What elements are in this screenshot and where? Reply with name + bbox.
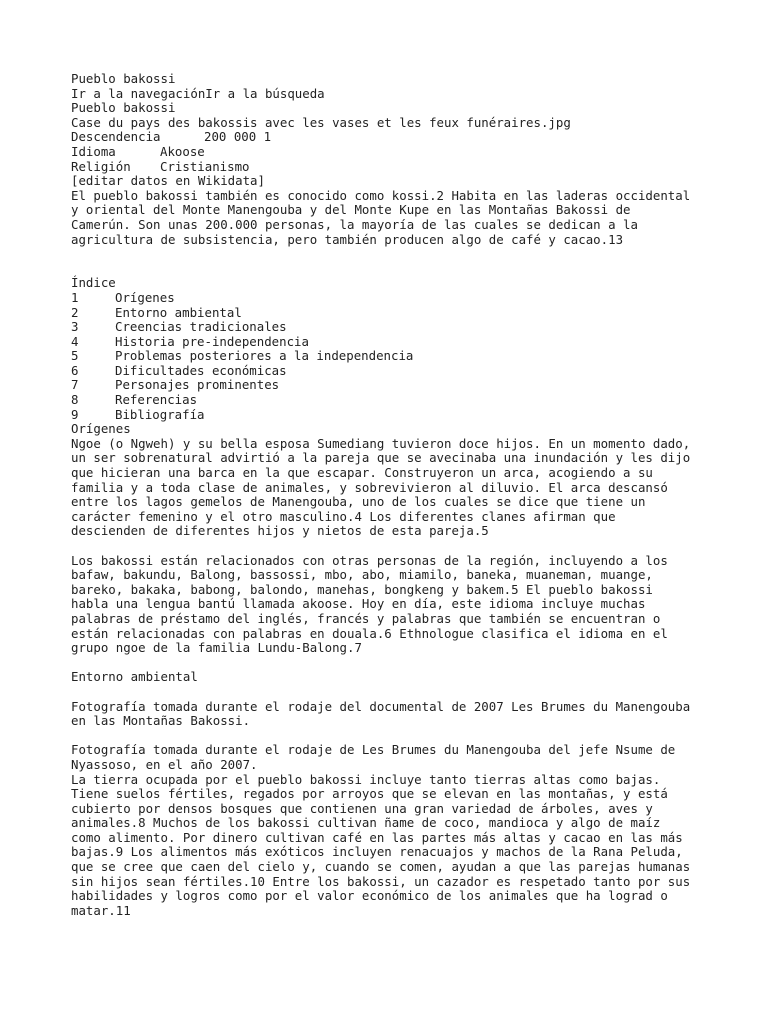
toc-item[interactable] [71,349,711,364]
text-line: un ser sobrenatural advirtió a la pareja que se avecinaba una inundación y les dijo [71,450,691,466]
environment-paragraph [71,773,711,919]
text-line: Los bakossi están relacionados con otras personas de la región, incluyendo a los [71,552,668,568]
text-line: Fotografía tomada durante el rodaje de Les Brumes du Manengouba del jefe Nsume de [71,742,676,758]
toc-link[interactable]: Entorno ambiental [115,304,242,320]
toc-link[interactable]: Historia pre-independencia [115,333,309,349]
photo-caption-1 [71,700,711,729]
text-line: familia y a toda clase de animales, y sobrevivieron al diluvio. El arca descansó [71,479,668,495]
text-line: La tierra ocupada por el pueblo bakossi incluye tanto tierras altas como bajas. [71,771,661,787]
toc-link[interactable]: Creencias tradicionales [115,319,287,335]
text-line: grupo ngoe de la familia Lundu-Balong.7 [71,640,362,656]
infobox-row-idioma [71,145,711,160]
infobox-row-religion [71,160,711,175]
toc-number: 3 [71,319,79,335]
text-line: y oriental del Monte Manengouba y del Monte Kupe en las Montañas Bakossi de [71,202,631,218]
table-of-contents [71,276,711,422]
toc-heading: Índice [71,275,116,291]
text-line: Nyassoso, en el año 2007. [71,756,258,772]
toc-number: 9 [71,406,79,422]
section-heading-origenes: Orígenes [71,421,131,437]
text-line: palabras de préstamo del inglés, francés y palabras que también se encuentran o [71,610,661,626]
text-line: que hicieran una barca en la que escapar. Construyeron un arca, acogiendo a su [71,465,653,481]
image-caption[interactable]: Case du pays des bakossis avec les vases et les feux funéraires.jpg [71,114,571,130]
text-line: Ngoe (o Ngweh) y su bella esposa Sumediang tuvieron doce hijos. En un momento dado, [71,435,691,451]
text-line: habilidades y logros como por el valor económico de los animales que ha lograd o [71,888,668,904]
text-line: carácter femenino y el otro masculino.4 Los diferentes clanes afirman que [71,508,616,524]
toc-number: 6 [71,362,79,378]
toc-number: 1 [71,289,79,305]
origins-paragraph-2 [71,554,711,656]
text-line: cubierto por densos bosques que contienen una gran variedad de árboles, aves y [71,800,653,816]
text-line: como alimento. Por dinero cultivan café en las partes más altas y cacao en las más [71,829,683,845]
intro-paragraph [71,189,711,247]
infobox-label: Descendencia [71,129,161,145]
infobox-label: Religión [71,158,131,174]
toc-number: 4 [71,333,79,349]
text-line: habla una lengua bantú llamada akoose. Hoy en día, este idioma incluye muchas [71,596,646,612]
toc-number: 5 [71,348,79,364]
text-line: que se cree que caen del cielo y, cuando se comen, ayudan a que las parejas humanas [71,859,691,875]
article-body [71,72,711,918]
text-line: Camerún. Son unas 200.000 personas, la mayoría de las cuales se dedican a la [71,216,638,232]
toc-link[interactable]: Dificultades económicas [115,362,287,378]
infobox-value[interactable]: Akoose [160,143,205,159]
text-line: bafaw, bakundu, Balong, bassossi, mbo, abo, miamilo, baneka, muaneman, muange, [71,567,653,583]
edit-wikidata-link[interactable]: [editar datos en Wikidata] [71,173,265,189]
text-line: bajas.9 Los alimentos más exóticos incluyen renacuajos y machos de la Rana Peluda, [71,844,683,860]
text-line: en las Montañas Bakossi. [71,713,251,729]
text-line: agricultura de subsistencia, pero también producen algo de café y cacao.13 [71,231,624,247]
toc-link[interactable]: Referencias [115,392,198,408]
text-line: sin hijos sean fértiles.10 Entre los bakossi, un cazador es respetado tanto por sus [71,873,691,889]
photo-caption-2 [71,743,711,772]
toc-number: 7 [71,377,79,393]
page-title: Pueblo bakossi [71,71,176,86]
section-heading-entorno: Entorno ambiental [71,669,198,685]
toc-item[interactable] [71,378,711,393]
toc-number: 2 [71,304,79,320]
article-title: Pueblo bakossi [71,100,176,116]
text-line: matar.11 [71,902,131,918]
toc-item[interactable] [71,364,711,379]
text-line: Fotografía tomada durante el rodaje del documental de 2007 Les Brumes du Manengouba [71,698,691,714]
toc-item[interactable] [71,393,711,408]
text-line: animales.8 Muchos de los bakossi cultivan ñame de coco, mandioca y algo de maíz [71,815,661,831]
toc-item[interactable] [71,291,711,306]
toc-number: 8 [71,392,79,408]
toc-link[interactable]: Bibliografía [115,406,205,422]
infobox-row-descendencia [71,130,711,145]
skip-links[interactable]: Ir a la navegaciónIr a la búsqueda [71,85,325,101]
toc-item[interactable] [71,335,711,350]
infobox-value: 200 000 1 [204,129,272,145]
infobox-value[interactable]: Cristianismo [160,158,250,174]
toc-link[interactable]: Orígenes [115,289,175,305]
text-line: entre los lagos gemelos de Manengouba, uno de los cuales se dice que tiene un [71,494,646,510]
text-line: bareko, bakaka, babong, balondo, manehas, bongkeng y bakem.5 El pueblo bakossi [71,581,653,597]
infobox-label: Idioma [71,143,116,159]
text-line: Tiene suelos fértiles, regados por arroyos que se elevan en las montañas, y está [71,786,668,802]
toc-item[interactable] [71,408,711,423]
toc-item[interactable] [71,306,711,321]
origins-paragraph-1 [71,437,711,539]
text-line: están relacionadas con palabras en douala.6 Ethnologue clasifica el idioma en el [71,625,668,641]
text-line: El pueblo bakossi también es conocido como kossi.2 Habita en las laderas occidental [71,187,691,203]
toc-link[interactable]: Problemas posteriores a la independencia [115,348,414,364]
toc-link[interactable]: Personajes prominentes [115,377,280,393]
toc-item[interactable] [71,320,711,335]
text-line: descienden de diferentes hijos y nietos de esta pareja.5 [71,523,489,539]
